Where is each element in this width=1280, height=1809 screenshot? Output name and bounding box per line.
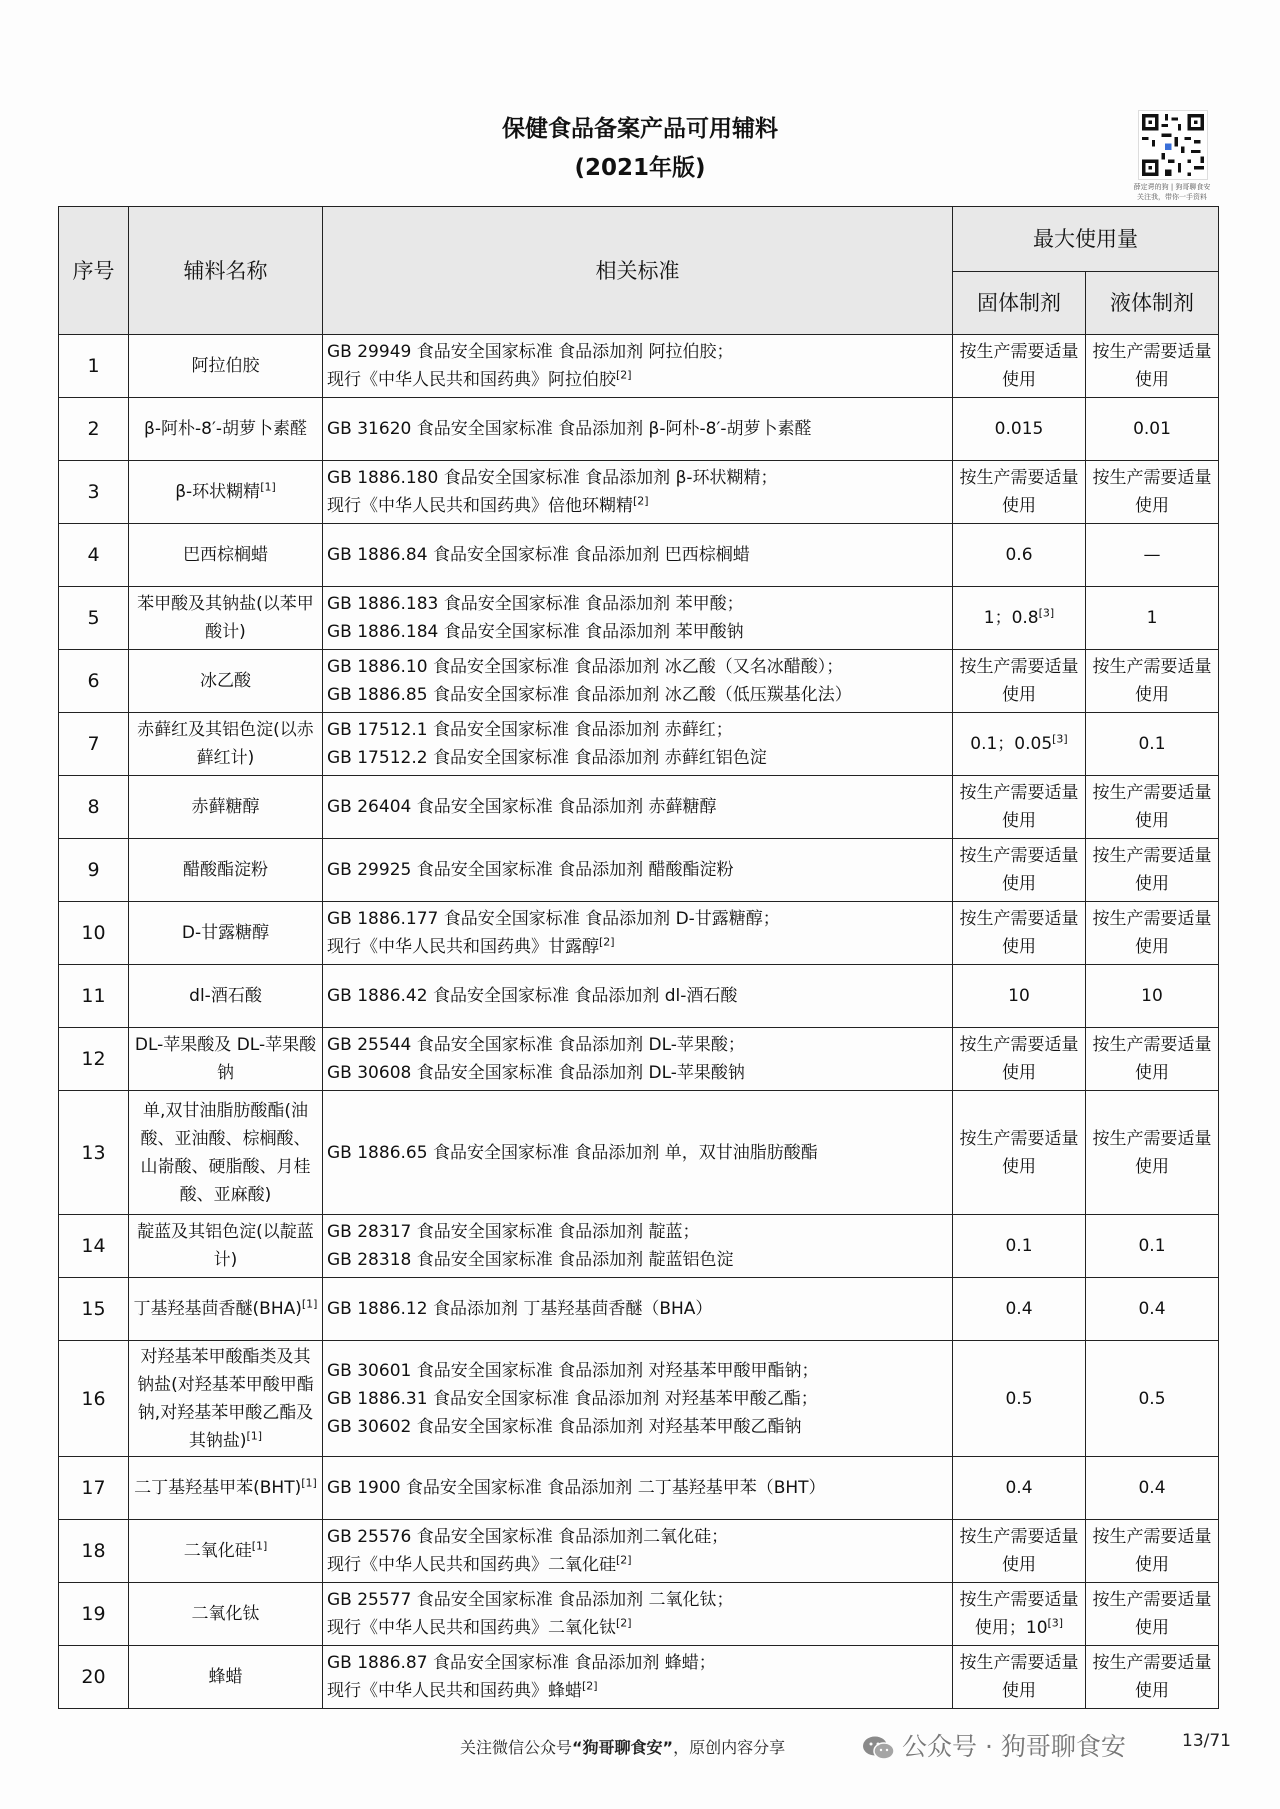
text-run: 丁基羟基茴香醚(BHA) (133, 1299, 302, 1319)
cell-solid (953, 1341, 1086, 1457)
text-run: 现行《中华人民共和国药典》阿拉伯胶 (327, 370, 616, 390)
cell-no: 15 (59, 1278, 129, 1341)
standard-line (327, 856, 948, 884)
excipients-table (58, 206, 1219, 1709)
footnote-ref: [1] (301, 1297, 318, 1311)
text-run: GB 30602 食品安全国家标准 食品添加剂 对羟基苯甲酸乙酯钠 (327, 1416, 802, 1437)
table-row (59, 1457, 1219, 1520)
cell-liquid (1086, 713, 1219, 776)
cell-standard (323, 461, 953, 524)
text-run: 按生产需要适量使用 (1092, 1653, 1212, 1701)
document-title: 保健食品备案产品可用辅料 (502, 116, 778, 142)
page-number: 13/71 (1182, 1731, 1231, 1751)
text-run: 0.1 (1138, 1236, 1166, 1256)
text-run: 靛蓝及其铝色淀(以靛蓝计) (137, 1222, 314, 1270)
cell-name (129, 902, 323, 965)
cell-liquid (1086, 335, 1219, 398)
standard-line (327, 905, 948, 933)
text-run: 按生产需要适量使用 (1092, 342, 1212, 390)
cell-solid (953, 335, 1086, 398)
cell-name (129, 398, 323, 461)
table-row (59, 965, 1219, 1028)
text-run: 0.4 (1138, 1299, 1166, 1319)
standard-line (327, 1139, 948, 1167)
standard-line (327, 793, 948, 821)
text-run: 按生产需要适量使用 (959, 846, 1079, 894)
footnote-ref: [1] (260, 480, 276, 494)
text-run: 1；0.8 (983, 608, 1039, 628)
cell-name (129, 713, 323, 776)
text-run: β-环状糊精 (175, 482, 261, 502)
footer-prefix: 关注微信公众号 (460, 1738, 573, 1757)
text-run: GB 1900 食品安全国家标准 食品添加剂 二丁基羟基甲苯（BHT） (327, 1478, 826, 1498)
cell-standard (323, 1457, 953, 1520)
text-run: GB 1886.85 食品安全国家标准 食品添加剂 冰乙酸（低压羰基化法） (327, 685, 852, 705)
cell-name (129, 1457, 323, 1520)
text-run: 按生产需要适量使用 (1092, 783, 1212, 831)
text-run: GB 30601 食品安全国家标准 食品添加剂 对羟基苯甲酸甲酯钠； (327, 1360, 819, 1381)
cell-name (129, 1215, 323, 1278)
cell-no: 8 (59, 776, 129, 839)
text-run: 按生产需要适量使用；10 (959, 1590, 1079, 1638)
cell-liquid (1086, 902, 1219, 965)
cell-liquid (1086, 1091, 1219, 1215)
table-row (59, 1091, 1219, 1215)
cell-name (129, 650, 323, 713)
footnote-ref: [3] (1038, 606, 1055, 620)
cell-solid (953, 1646, 1086, 1709)
table-row (59, 1583, 1219, 1646)
cell-liquid (1086, 587, 1219, 650)
text-run: 巴西棕榈蜡 (183, 545, 268, 565)
document-subtitle: (2021年版) (574, 155, 706, 181)
cell-solid (953, 1520, 1086, 1583)
text-run: 按生产需要适量使用 (1092, 1527, 1212, 1575)
text-run: 按生产需要适量使用 (959, 1527, 1079, 1575)
cell-no: 3 (59, 461, 129, 524)
text-run: 单,双甘油脂肪酸酯(油酸、亚油酸、棕榈酸、山嵛酸、硬脂酸、月桂酸、亚麻酸) (140, 1100, 311, 1205)
table-row (59, 1520, 1219, 1583)
table-row (59, 1341, 1219, 1457)
table-row (59, 1646, 1219, 1709)
cell-name (129, 461, 323, 524)
text-run: 赤藓糖醇 (191, 797, 260, 817)
footnote-ref: [2] (616, 1616, 632, 1630)
text-run: 0.1；0.05 (970, 734, 1053, 754)
standard-line (327, 1059, 948, 1087)
text-run: 0.1 (1005, 1236, 1033, 1256)
text-run: 现行《中华人民共和国药典》蜂蜡 (327, 1681, 582, 1701)
cell-no: 5 (59, 587, 129, 650)
cell-solid (953, 965, 1086, 1028)
cell-standard (323, 524, 953, 587)
standard-line (327, 1385, 948, 1413)
text-run: 蜂蜡 (208, 1667, 243, 1687)
text-run: 按生产需要适量使用 (959, 783, 1079, 831)
text-run: 赤藓红及其铝色淀(以赤藓红计) (137, 720, 314, 768)
standard-line (327, 1677, 948, 1705)
text-run: 按生产需要适量使用 (959, 657, 1079, 705)
cell-solid (953, 1091, 1086, 1215)
text-run: GB 29949 食品安全国家标准 食品添加剂 阿拉伯胶； (327, 342, 734, 362)
table-row (59, 335, 1219, 398)
text-run: 现行《中华人民共和国药典》甘露醇 (327, 937, 599, 957)
text-run: 对羟基苯甲酸酯类及其钠盐(对羟基苯甲酸甲酯钠,对羟基苯甲酸乙酯及其钠盐) (137, 1346, 314, 1451)
footer-text (460, 1735, 785, 1758)
cell-standard (323, 965, 953, 1028)
text-run: GB 1886.180 食品安全国家标准 食品添加剂 β-环状糊精； (327, 468, 778, 488)
standard-line (327, 1523, 948, 1551)
cell-liquid (1086, 1457, 1219, 1520)
text-run: 按生产需要适量使用 (1092, 468, 1212, 516)
cell-standard (323, 1583, 953, 1646)
text-run: GB 25576 食品安全国家标准 食品添加剂二氧化硅； (327, 1527, 729, 1547)
footnote-ref: [3] (1052, 732, 1068, 746)
text-run: 0.5 (1005, 1388, 1033, 1409)
qr-caption-line2: 关注我，带你一手资料 (1137, 193, 1207, 201)
cell-no: 2 (59, 398, 129, 461)
text-run: GB 17512.1 食品安全国家标准 食品添加剂 赤藓红； (327, 720, 733, 740)
cell-no: 4 (59, 524, 129, 587)
text-run: GB 1886.10 食品安全国家标准 食品添加剂 冰乙酸（又名冰醋酸）； (327, 657, 844, 677)
text-run: GB 25577 食品安全国家标准 食品添加剂 二氧化钛； (327, 1590, 734, 1610)
table-row (59, 839, 1219, 902)
cell-standard (323, 776, 953, 839)
cell-standard (323, 1215, 953, 1278)
cell-standard (323, 1278, 953, 1341)
text-run: 现行《中华人民共和国药典》倍他环糊精 (327, 496, 633, 516)
standard-line (327, 982, 948, 1010)
text-run: 按生产需要适量使用 (1092, 1035, 1212, 1083)
standard-line (327, 744, 948, 772)
cell-standard (323, 1646, 953, 1709)
footnote-ref: [2] (599, 935, 615, 949)
text-run: 按生产需要适量使用 (959, 468, 1079, 516)
cell-liquid (1086, 965, 1219, 1028)
standard-line (327, 618, 948, 646)
standard-line (327, 1218, 948, 1246)
standard-line (327, 653, 948, 681)
standard-line (327, 492, 948, 520)
cell-solid (953, 650, 1086, 713)
standard-line (327, 338, 948, 366)
standard-line (327, 681, 948, 709)
qr-caption-line1: 薛定谔的狗 | 狗哥聊食安 (1133, 183, 1211, 191)
text-run: 10 (1141, 986, 1163, 1006)
text-run: — (1143, 545, 1161, 565)
footnote-ref: [3] (1047, 1616, 1064, 1630)
cell-no: 18 (59, 1520, 129, 1583)
footer-account: “狗哥聊食安” (572, 1738, 674, 1757)
text-run: 按生产需要适量使用 (1092, 846, 1212, 894)
header-solid: 固体制剂 (953, 272, 1086, 335)
cell-standard (323, 650, 953, 713)
text-run: GB 1886.177 食品安全国家标准 食品添加剂 D-甘露糖醇； (327, 909, 780, 929)
cell-name (129, 335, 323, 398)
text-run: 二氧化硅 (183, 1541, 252, 1561)
cell-no: 1 (59, 335, 129, 398)
table-row (59, 524, 1219, 587)
cell-no: 19 (59, 1583, 129, 1646)
standard-line (327, 1586, 948, 1614)
text-run: 按生产需要适量使用 (959, 342, 1079, 390)
text-run: 0.4 (1138, 1478, 1166, 1498)
text-run: 0.015 (994, 419, 1044, 439)
text-run: 0.1 (1138, 734, 1166, 754)
text-run: 1 (1146, 608, 1158, 628)
standard-line (327, 716, 948, 744)
cell-liquid (1086, 650, 1219, 713)
cell-liquid (1086, 398, 1219, 461)
text-run: 0.4 (1005, 1478, 1033, 1498)
cell-standard (323, 1028, 953, 1091)
wechat-watermark (862, 1727, 1126, 1763)
cell-no: 7 (59, 713, 129, 776)
cell-solid (953, 398, 1086, 461)
cell-liquid (1086, 776, 1219, 839)
cell-solid (953, 713, 1086, 776)
text-run: GB 17512.2 食品安全国家标准 食品添加剂 赤藓红铝色淀 (327, 748, 767, 768)
standard-line (327, 1551, 948, 1579)
cell-standard (323, 335, 953, 398)
cell-solid (953, 1028, 1086, 1091)
text-run: GB 25544 食品安全国家标准 食品添加剂 DL-苹果酸； (327, 1035, 745, 1055)
footer-suffix: ，原创内容分享 (673, 1738, 786, 1757)
cell-solid (953, 524, 1086, 587)
text-run: 二丁基羟基甲苯(BHT) (134, 1478, 302, 1498)
cell-liquid (1086, 1583, 1219, 1646)
table-row (59, 776, 1219, 839)
text-run: 苯甲酸及其钠盐(以苯甲酸计) (137, 594, 314, 642)
text-run: GB 1886.65 食品安全国家标准 食品添加剂 单，双甘油脂肪酸酯 (327, 1142, 818, 1163)
standard-line (327, 464, 948, 492)
text-run: DL-苹果酸及 DL-苹果酸钠 (134, 1035, 317, 1083)
cell-liquid (1086, 1646, 1219, 1709)
cell-no: 11 (59, 965, 129, 1028)
text-run: 按生产需要适量使用 (959, 909, 1079, 957)
cell-solid (953, 902, 1086, 965)
cell-name (129, 776, 323, 839)
table-row (59, 902, 1219, 965)
text-run: 按生产需要适量使用 (1092, 1128, 1212, 1177)
cell-liquid (1086, 1215, 1219, 1278)
table-row (59, 1278, 1219, 1341)
standard-line (327, 1246, 948, 1274)
cell-solid (953, 776, 1086, 839)
header-no: 序号 (59, 207, 129, 335)
text-run: GB 1886.84 食品安全国家标准 食品添加剂 巴西棕榈蜡 (327, 545, 750, 565)
standard-line (327, 415, 948, 443)
cell-no: 14 (59, 1215, 129, 1278)
table-row (59, 461, 1219, 524)
text-run: 0.4 (1005, 1299, 1033, 1319)
text-run: 按生产需要适量使用 (959, 1653, 1079, 1701)
cell-solid (953, 1457, 1086, 1520)
text-run: GB 26404 食品安全国家标准 食品添加剂 赤藓糖醇 (327, 797, 717, 817)
text-run: D-甘露糖醇 (181, 923, 270, 943)
text-run: β-阿朴-8′-胡萝卜素醛 (144, 419, 307, 439)
cell-standard (323, 902, 953, 965)
cell-name (129, 1091, 323, 1215)
text-run: 0.01 (1133, 419, 1171, 439)
cell-solid (953, 587, 1086, 650)
header-standard: 相关标准 (323, 207, 953, 335)
cell-no: 9 (59, 839, 129, 902)
standard-line (327, 1413, 948, 1441)
text-run: GB 1886.184 食品安全国家标准 食品添加剂 苯甲酸钠 (327, 622, 744, 642)
cell-liquid (1086, 839, 1219, 902)
text-run: 按生产需要适量使用 (959, 1128, 1079, 1177)
cell-name (129, 1341, 323, 1457)
standard-line (327, 1649, 948, 1677)
footnote-ref: [2] (616, 368, 632, 382)
cell-liquid (1086, 1278, 1219, 1341)
cell-standard (323, 398, 953, 461)
cell-solid (953, 1215, 1086, 1278)
text-run: 冰乙酸 (200, 671, 251, 691)
text-run: 二氧化钛 (191, 1604, 260, 1624)
table-body (59, 335, 1219, 1709)
text-run: GB 31620 食品安全国家标准 食品添加剂 β-阿朴-8′-胡萝卜素醛 (327, 419, 812, 439)
cell-solid (953, 1278, 1086, 1341)
text-run: GB 28317 食品安全国家标准 食品添加剂 靛蓝； (327, 1222, 700, 1242)
cell-solid (953, 1583, 1086, 1646)
cell-liquid (1086, 524, 1219, 587)
cell-liquid (1086, 1520, 1219, 1583)
text-run: GB 1886.183 食品安全国家标准 食品添加剂 苯甲酸； (327, 594, 744, 614)
text-run: GB 1886.87 食品安全国家标准 食品添加剂 蜂蜡； (327, 1653, 716, 1673)
footnote-ref: [1] (301, 1476, 317, 1490)
cell-standard (323, 1341, 953, 1457)
cell-name (129, 1583, 323, 1646)
cell-no: 6 (59, 650, 129, 713)
cell-liquid (1086, 461, 1219, 524)
text-run: GB 1886.31 食品安全国家标准 食品添加剂 对羟基苯甲酸乙酯； (327, 1388, 818, 1409)
cell-no: 12 (59, 1028, 129, 1091)
cell-standard (323, 713, 953, 776)
text-run: GB 1886.42 食品安全国家标准 食品添加剂 dl-酒石酸 (327, 986, 738, 1006)
text-run: 现行《中华人民共和国药典》二氧化钛 (327, 1618, 616, 1638)
cell-name (129, 587, 323, 650)
cell-name (129, 1646, 323, 1709)
footnote-ref: [2] (616, 1553, 632, 1567)
cell-standard (323, 1091, 953, 1215)
cell-standard (323, 587, 953, 650)
text-run: 10 (1008, 986, 1030, 1006)
footnote-ref: [2] (582, 1679, 598, 1693)
text-run: 按生产需要适量使用 (1092, 1590, 1212, 1638)
text-run: 0.6 (1005, 545, 1033, 565)
text-run: 醋酸酯淀粉 (183, 860, 268, 880)
cell-solid (953, 461, 1086, 524)
text-run: GB 29925 食品安全国家标准 食品添加剂 醋酸酯淀粉 (327, 860, 734, 880)
text-run: 按生产需要适量使用 (959, 1035, 1079, 1083)
header-name: 辅料名称 (129, 207, 323, 335)
table-row (59, 587, 1219, 650)
cell-name (129, 524, 323, 587)
standard-line (327, 366, 948, 394)
qr-code-image (1138, 110, 1208, 180)
table-row (59, 713, 1219, 776)
cell-standard (323, 839, 953, 902)
cell-no: 17 (59, 1457, 129, 1520)
cell-no: 20 (59, 1646, 129, 1709)
standard-line (327, 1031, 948, 1059)
standard-line (327, 1614, 948, 1642)
cell-name (129, 1520, 323, 1583)
wechat-icon (862, 1735, 896, 1761)
table-row (59, 1215, 1219, 1278)
table-row (59, 398, 1219, 461)
standard-line (327, 1474, 948, 1502)
cell-name (129, 839, 323, 902)
text-run: 现行《中华人民共和国药典》二氧化硅 (327, 1555, 616, 1575)
cell-liquid (1086, 1028, 1219, 1091)
text-run: 阿拉伯胶 (191, 356, 260, 376)
header-liquid: 液体制剂 (1086, 272, 1219, 335)
cell-liquid (1086, 1341, 1219, 1457)
cell-name (129, 1278, 323, 1341)
table-row (59, 1028, 1219, 1091)
cell-standard (323, 1520, 953, 1583)
text-run: 0.5 (1138, 1388, 1166, 1409)
footnote-ref: [1] (246, 1428, 263, 1442)
standard-line (327, 1357, 948, 1385)
standard-line (327, 933, 948, 961)
text-run: 按生产需要适量使用 (1092, 657, 1212, 705)
text-run: dl-酒石酸 (189, 986, 262, 1006)
text-run: GB 30608 食品安全国家标准 食品添加剂 DL-苹果酸钠 (327, 1063, 745, 1083)
cell-name (129, 1028, 323, 1091)
cell-solid (953, 839, 1086, 902)
header-max-usage: 最大使用量 (953, 207, 1219, 272)
text-run: GB 28318 食品安全国家标准 食品添加剂 靛蓝铝色淀 (327, 1250, 734, 1270)
cell-no: 10 (59, 902, 129, 965)
standard-line (327, 590, 948, 618)
wechat-label: 公众号 · 狗哥聊食安 (902, 1732, 1126, 1761)
footnote-ref: [1] (251, 1539, 268, 1553)
qr-caption (1130, 182, 1214, 202)
footnote-ref: [2] (633, 494, 649, 508)
cell-no: 16 (59, 1341, 129, 1457)
cell-name (129, 965, 323, 1028)
text-run: 按生产需要适量使用 (1092, 909, 1212, 957)
cell-no: 13 (59, 1091, 129, 1215)
text-run: GB 1886.12 食品添加剂 丁基羟基茴香醚（BHA） (327, 1299, 713, 1319)
standard-line (327, 541, 948, 569)
table-row (59, 650, 1219, 713)
standard-line (327, 1295, 948, 1323)
